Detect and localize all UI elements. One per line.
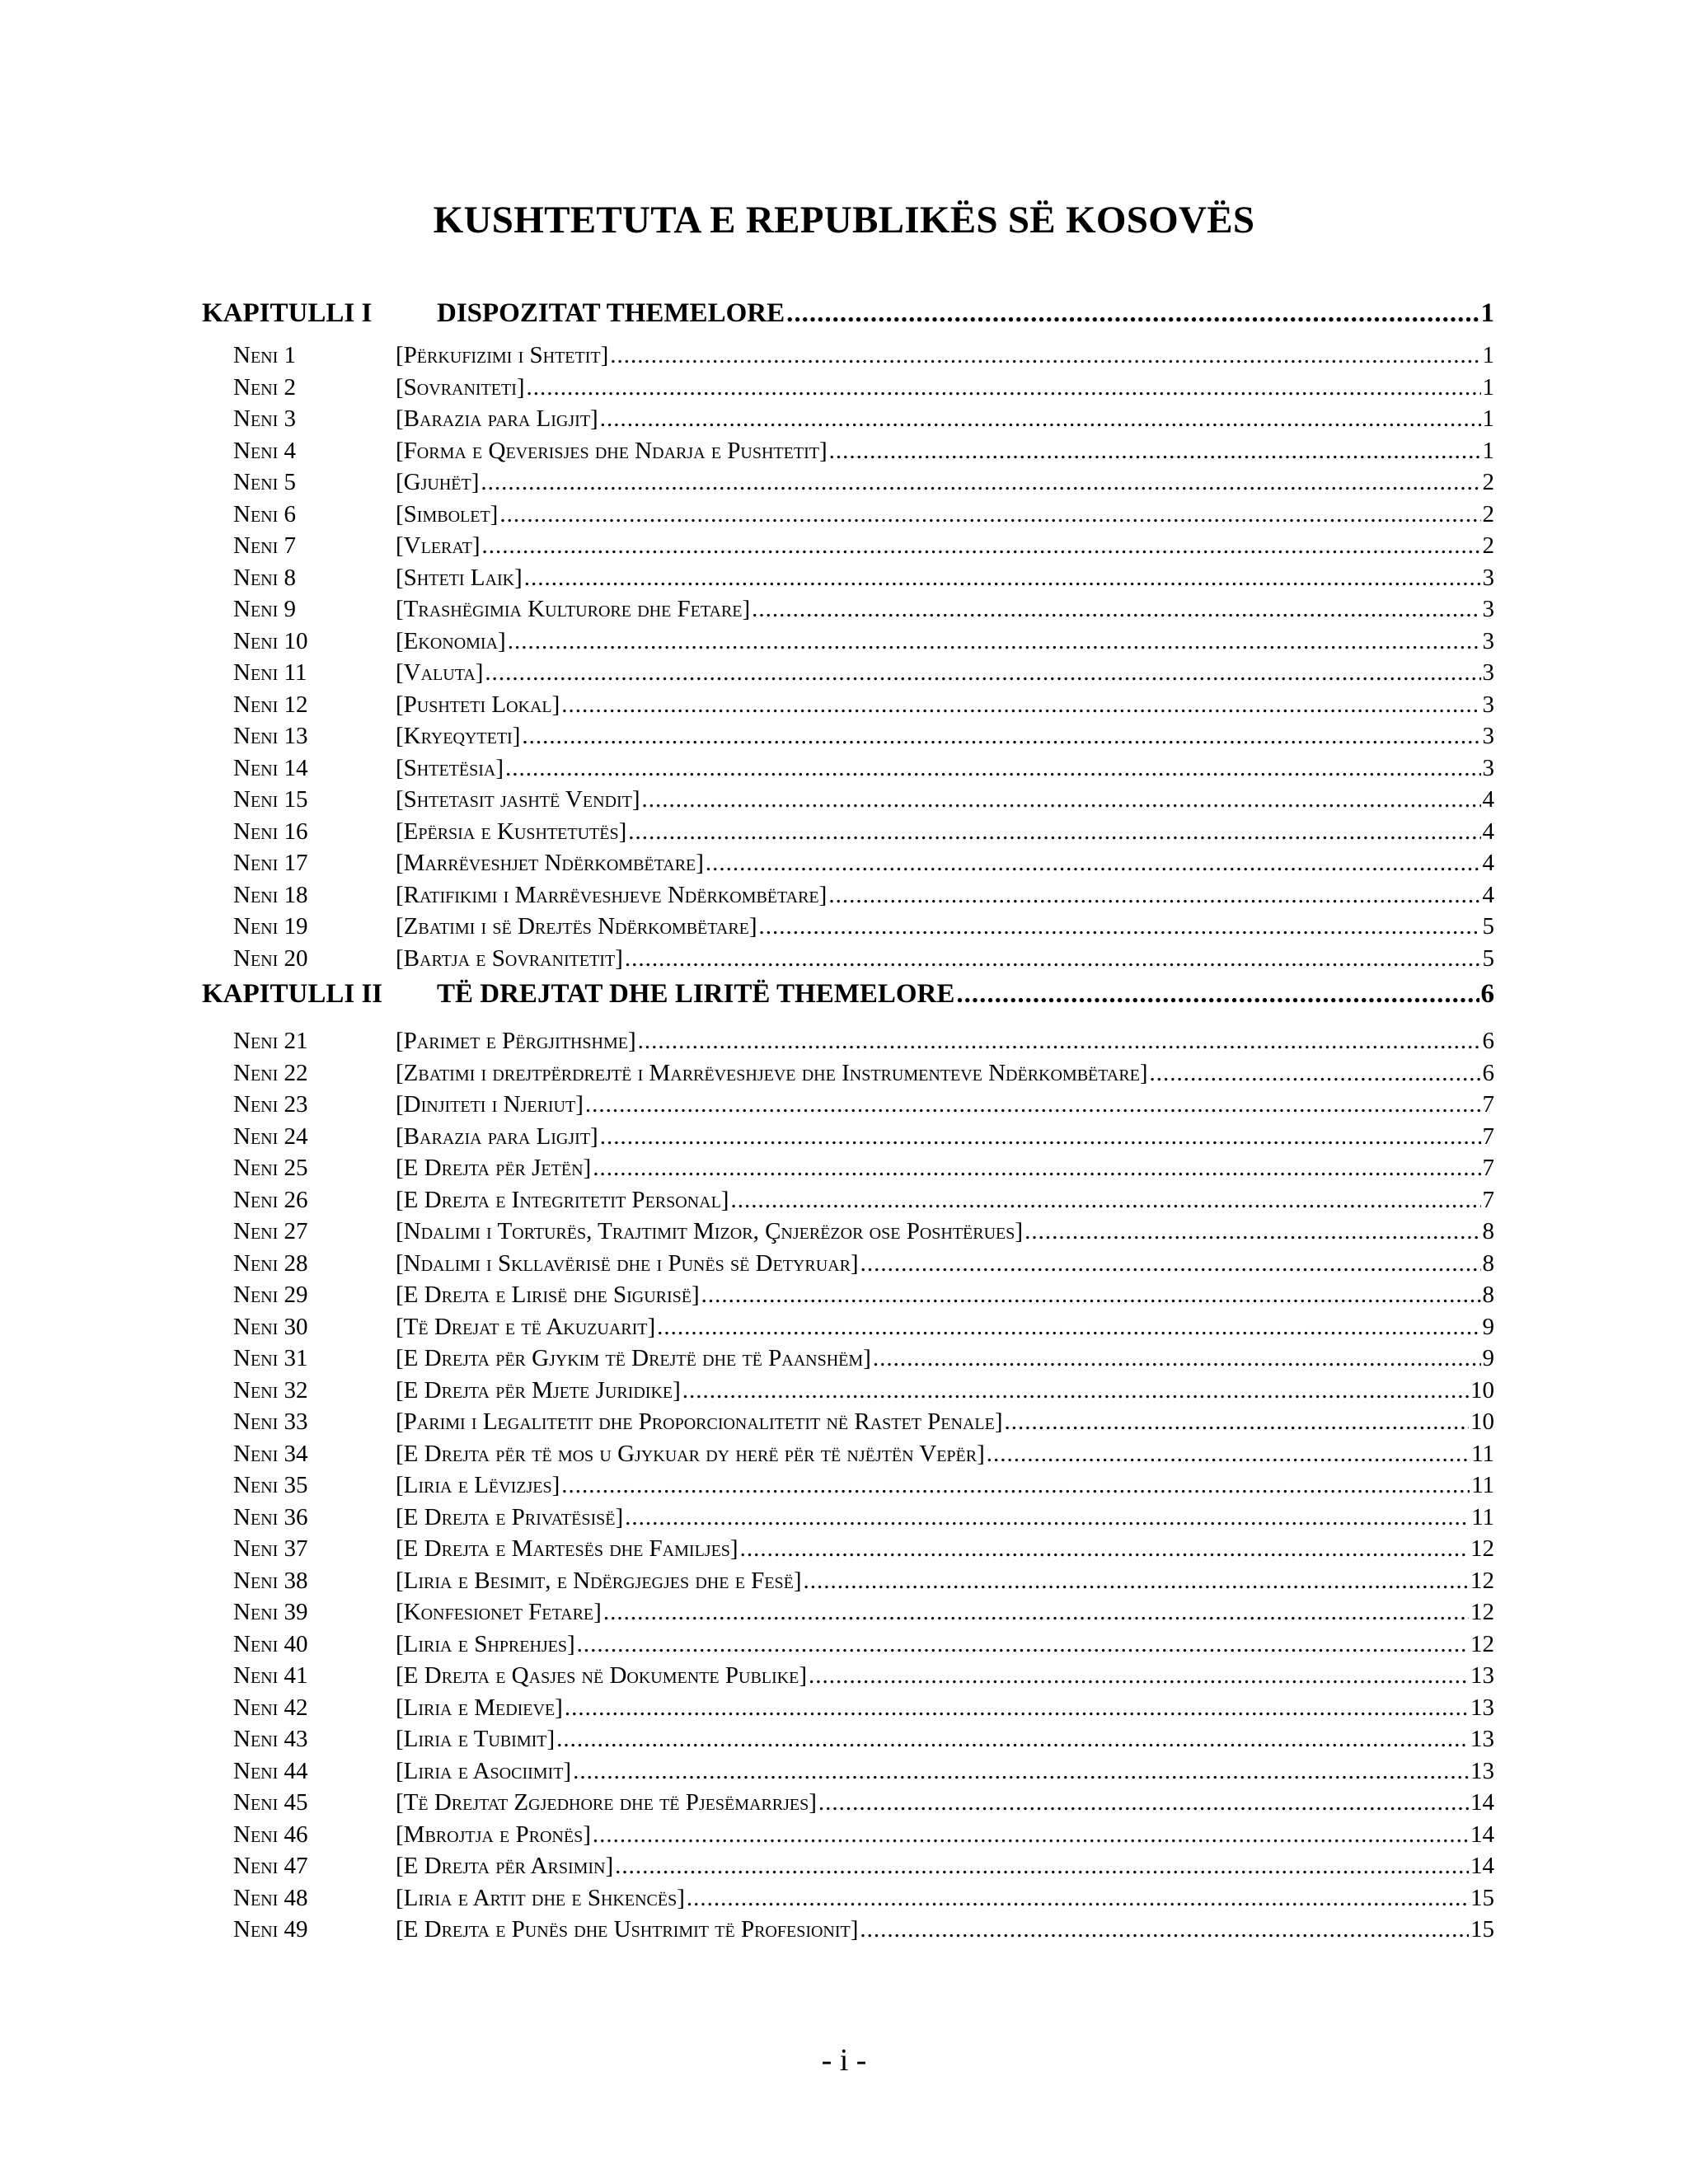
- toc-article-entry[interactable]: [202, 1821, 1494, 1853]
- toc-article-entry[interactable]: [202, 1377, 1494, 1408]
- dot-leader: [625, 1504, 1470, 1531]
- toc-page-number: 3: [1482, 754, 1494, 781]
- toc-page-number: 14: [1470, 1821, 1494, 1848]
- toc-article-entry[interactable]: [202, 882, 1494, 913]
- toc-article-entry[interactable]: [202, 755, 1494, 786]
- toc-page-number: 3: [1482, 596, 1494, 622]
- toc-page-number: 4: [1482, 850, 1494, 876]
- article-title: [Liria e Shprehjes]: [396, 1630, 575, 1657]
- article-title: [Dinjiteti i Njeriut]: [396, 1091, 584, 1118]
- toc-article-entry[interactable]: [202, 850, 1494, 881]
- article-title: [Parimi i Legalitetit dhe Proporcionalitetit në Rastet Penale]: [396, 1408, 1003, 1435]
- dot-leader: [638, 1028, 1481, 1055]
- toc-article-entry[interactable]: [202, 1282, 1494, 1313]
- toc-page-number: 14: [1470, 1853, 1494, 1879]
- chapter-title: DISPOZITAT THEMELORE: [437, 298, 785, 328]
- article-number: Neni 6: [233, 500, 297, 527]
- toc-article-entry[interactable]: [202, 1916, 1494, 1947]
- chapter-number: KAPITULLI I: [202, 298, 373, 328]
- dot-leader: [593, 1821, 1469, 1849]
- toc-page-number: 9: [1482, 1345, 1494, 1371]
- toc-article-entry[interactable]: [202, 1314, 1494, 1345]
- dot-leader: [522, 723, 1480, 750]
- article-title: [E Drejta e Integritetit Personal]: [396, 1186, 729, 1213]
- article-number: Neni 29: [233, 1282, 308, 1308]
- toc-page-number: 9: [1482, 1313, 1494, 1340]
- article-number: Neni 25: [233, 1155, 308, 1181]
- toc-page-number: 13: [1470, 1757, 1494, 1784]
- dot-leader: [600, 405, 1481, 433]
- dot-leader: [585, 1091, 1481, 1118]
- article-title: [Të Drejat e të Akuzuarit]: [396, 1313, 656, 1340]
- toc-article-entry[interactable]: [202, 691, 1494, 723]
- article-number: Neni 20: [233, 944, 308, 972]
- toc-page-number: 7: [1482, 1186, 1494, 1213]
- article-number: Neni 21: [233, 1028, 308, 1054]
- dot-leader: [657, 1314, 1480, 1341]
- toc-page-number: 3: [1482, 659, 1494, 686]
- dot-leader: [1005, 1408, 1469, 1436]
- toc-page-number: 13: [1470, 1662, 1494, 1689]
- article-title: [Kryeqyteti]: [396, 723, 521, 749]
- toc-article-entry[interactable]: [202, 628, 1494, 659]
- toc-article-entry[interactable]: [202, 1568, 1494, 1599]
- toc-page-number: 8: [1482, 1282, 1494, 1308]
- toc-page-number: 12: [1470, 1630, 1494, 1657]
- article-number: Neni 2: [233, 373, 297, 401]
- article-number: Neni 48: [233, 1884, 308, 1911]
- article-number: Neni 7: [233, 532, 297, 559]
- toc-article-entry[interactable]: [202, 438, 1494, 469]
- toc-page-number: 3: [1482, 691, 1494, 718]
- article-title: [Parimet e Përgjithshme]: [396, 1028, 636, 1054]
- article-title: [Mbrojtja e Pronës]: [396, 1821, 591, 1848]
- toc-article-entry[interactable]: [202, 1853, 1494, 1884]
- article-title: [Liria e Besimit, e Ndërgjegjes dhe e Fesë]: [396, 1567, 802, 1594]
- article-number: Neni 35: [233, 1472, 308, 1498]
- toc-page-number: 15: [1470, 1916, 1494, 1943]
- dot-leader: [577, 1631, 1469, 1658]
- article-number: Neni 39: [233, 1599, 308, 1625]
- dot-leader: [828, 882, 1480, 909]
- toc-article-entry[interactable]: [202, 596, 1494, 627]
- toc-article-entry[interactable]: [202, 1726, 1494, 1757]
- page-title: KUSHTETUTA E REPUBLIKËS SË KOSOVËS: [433, 199, 1255, 241]
- article-number: Neni 45: [233, 1789, 308, 1816]
- article-number: Neni 33: [233, 1408, 308, 1435]
- toc-page-number: 6: [1480, 979, 1494, 1009]
- dot-leader: [499, 501, 1480, 528]
- article-number: Neni 47: [233, 1853, 308, 1879]
- dot-leader: [701, 1282, 1481, 1309]
- toc-page-number: 1: [1480, 298, 1494, 328]
- toc-article-entry[interactable]: [202, 1218, 1494, 1249]
- dot-leader: [752, 596, 1480, 623]
- article-title: [Marrëveshjet Ndërkombëtare]: [396, 850, 704, 876]
- article-number: Neni 38: [233, 1567, 308, 1594]
- toc-page-number: 10: [1470, 1376, 1494, 1404]
- toc-page-number: 7: [1482, 1155, 1494, 1181]
- dot-leader: [573, 1758, 1469, 1785]
- toc-page-number: 13: [1470, 1726, 1494, 1752]
- toc-article-entry[interactable]: [202, 532, 1494, 564]
- toc-page-number: 12: [1470, 1535, 1494, 1562]
- article-title: [E Drejta e Privatësisë]: [396, 1503, 624, 1530]
- toc-article-entry[interactable]: [202, 1535, 1494, 1567]
- article-title: [Shtetasit jashtë Vendit]: [396, 786, 640, 813]
- article-number: Neni 16: [233, 818, 308, 845]
- toc-article-entry[interactable]: [202, 1789, 1494, 1821]
- article-number: Neni 3: [233, 405, 297, 432]
- toc-page-number: 13: [1470, 1694, 1494, 1721]
- dot-leader: [610, 342, 1480, 369]
- dot-leader: [556, 1726, 1469, 1753]
- toc-article-entry[interactable]: [202, 1599, 1494, 1630]
- dot-leader: [818, 1789, 1469, 1816]
- article-title: [Forma e Qeverisjes dhe Ndarja e Pushtetit]: [396, 437, 828, 464]
- toc-article-entry[interactable]: [202, 1345, 1494, 1376]
- toc-page-number: 6: [1482, 1028, 1494, 1054]
- toc-page-number: 3: [1482, 627, 1494, 654]
- toc-article-entry[interactable]: [202, 786, 1494, 818]
- article-number: Neni 49: [233, 1916, 308, 1943]
- toc-article-entry[interactable]: [202, 913, 1494, 944]
- toc-page-number: 2: [1482, 469, 1494, 495]
- toc-article-entry[interactable]: [202, 1441, 1494, 1472]
- toc-page-number: 14: [1470, 1789, 1494, 1816]
- toc-article-entry[interactable]: [202, 405, 1494, 437]
- toc-article-entry[interactable]: [202, 374, 1494, 405]
- toc-article-entry[interactable]: [202, 501, 1494, 532]
- article-number: Neni 11: [233, 659, 307, 686]
- toc-article-entry[interactable]: [202, 1028, 1494, 1059]
- article-number: Neni 27: [233, 1218, 308, 1244]
- article-title: [E Drejta e Martesës dhe Familjes]: [396, 1535, 738, 1562]
- article-number: Neni 30: [233, 1313, 308, 1340]
- article-title: [Konfesionet Fetare]: [396, 1599, 602, 1625]
- article-number: Neni 44: [233, 1757, 308, 1784]
- article-title: [Shteti Laik]: [396, 564, 523, 591]
- toc-page-number: 1: [1482, 342, 1494, 368]
- dot-leader: [987, 1441, 1470, 1468]
- dot-leader: [505, 755, 1481, 782]
- article-title: [Zbatimi i së Drejtës Ndërkombëtare]: [396, 913, 757, 940]
- dot-leader: [481, 469, 1480, 496]
- article-title: [E Drejta e Punës dhe Ushtrimit të Profesionit]: [396, 1916, 859, 1943]
- article-title: [E Drejta për Jetën]: [396, 1155, 592, 1181]
- dot-leader: [682, 1377, 1469, 1404]
- toc-article-entry[interactable]: [202, 945, 1494, 977]
- page-number: - i -: [821, 2043, 867, 2078]
- toc-article-entry[interactable]: [202, 1155, 1494, 1186]
- article-number: Neni 4: [233, 437, 297, 464]
- toc-article-entry[interactable]: [202, 1758, 1494, 1789]
- toc-article-entry[interactable]: [202, 565, 1494, 596]
- article-number: Neni 42: [233, 1694, 308, 1721]
- article-number: Neni 14: [233, 754, 308, 781]
- toc-page-number: 5: [1482, 944, 1494, 972]
- dot-leader: [625, 945, 1481, 972]
- article-number: Neni 22: [233, 1059, 308, 1086]
- article-title: [Barazia para Ligjit]: [396, 405, 598, 432]
- toc-article-entry[interactable]: [202, 659, 1494, 691]
- toc-page-number: 3: [1482, 564, 1494, 591]
- article-title: [Trashëgimia Kulturore dhe Fetare]: [396, 596, 751, 622]
- toc-article-entry[interactable]: [202, 1187, 1494, 1218]
- article-number: Neni 10: [233, 627, 308, 654]
- article-title: [E Drejta e Lirisë dhe Sigurisë]: [396, 1282, 700, 1308]
- article-title: [Pushteti Lokal]: [396, 691, 560, 718]
- article-title: [E Drejta për Arsimin]: [396, 1853, 614, 1879]
- chapter-title: TË DREJTAT DHE LIRITË THEMELORE: [437, 979, 955, 1009]
- toc-chapter-entry[interactable]: [202, 298, 1494, 335]
- article-title: [E Drejta e Qasjes në Dokumente Publike]: [396, 1662, 807, 1689]
- toc-article-entry[interactable]: [202, 1250, 1494, 1282]
- toc-page-number: 11: [1471, 1440, 1494, 1467]
- dot-leader: [481, 532, 1480, 560]
- toc-page-number: 4: [1482, 881, 1494, 908]
- dot-leader: [628, 818, 1480, 846]
- toc-page-number: 4: [1482, 818, 1494, 845]
- toc-chapter-entry[interactable]: [202, 979, 1494, 1015]
- dot-leader: [485, 659, 1480, 687]
- article-title: [Ratifikimi i Marrëveshjeve Ndërkombëtare]: [396, 881, 828, 908]
- toc-article-entry[interactable]: [202, 723, 1494, 754]
- toc-article-entry[interactable]: [202, 1060, 1494, 1091]
- article-number: Neni 8: [233, 564, 297, 591]
- dot-leader: [786, 298, 1479, 329]
- toc-article-entry[interactable]: [202, 469, 1494, 500]
- dot-leader: [730, 1187, 1480, 1214]
- article-number: Neni 12: [233, 691, 308, 718]
- article-number: Neni 1: [233, 342, 297, 368]
- dot-leader: [1025, 1218, 1480, 1245]
- dot-leader: [706, 850, 1481, 877]
- article-number: Neni 34: [233, 1440, 308, 1467]
- article-title: [Ekonomia]: [396, 627, 506, 654]
- toc-page-number: 8: [1482, 1249, 1494, 1277]
- article-title: [Vlerat]: [396, 532, 481, 559]
- toc-page-number: 7: [1482, 1122, 1494, 1150]
- dot-leader: [642, 786, 1481, 813]
- article-number: Neni 46: [233, 1821, 308, 1848]
- article-title: [Ndalimi i Skllavërisë dhe i Punës së Detyruar]: [396, 1249, 859, 1277]
- dot-leader: [527, 374, 1481, 401]
- toc-page-number: 1: [1482, 437, 1494, 464]
- article-number: Neni 17: [233, 850, 308, 876]
- article-number: Neni 13: [233, 723, 308, 749]
- toc-page-number: 4: [1482, 786, 1494, 813]
- article-title: [Valuta]: [396, 659, 484, 686]
- article-title: [Përkufizimi i Shtetit]: [396, 342, 609, 368]
- dot-leader: [561, 691, 1480, 719]
- article-title: [Bartja e Sovranitetit]: [396, 944, 623, 972]
- article-title: [Të Drejtat Zgjedhore dhe të Pjesëmarrjes]: [396, 1789, 817, 1816]
- toc-article-entry[interactable]: [202, 1694, 1494, 1726]
- dot-leader: [603, 1599, 1469, 1626]
- toc-article-entry[interactable]: [202, 342, 1494, 373]
- article-title: [Ndalimi i Torturës, Trajtimit Mizor, Çnjerëzor ose Poshtërues]: [396, 1218, 1024, 1244]
- article-number: Neni 24: [233, 1122, 308, 1150]
- article-number: Neni 37: [233, 1535, 308, 1562]
- article-number: Neni 5: [233, 469, 297, 495]
- toc-page-number: 2: [1482, 532, 1494, 559]
- toc-article-entry[interactable]: [202, 1662, 1494, 1694]
- toc-page-number: 1: [1482, 373, 1494, 401]
- dot-leader: [524, 565, 1481, 592]
- toc-page-number: 12: [1470, 1599, 1494, 1625]
- toc-article-entry[interactable]: [202, 818, 1494, 850]
- toc-article-entry[interactable]: [202, 1504, 1494, 1535]
- dot-leader: [740, 1535, 1469, 1563]
- toc-page-number: 1: [1482, 405, 1494, 432]
- article-number: Neni 26: [233, 1186, 308, 1213]
- dot-leader: [804, 1568, 1469, 1595]
- article-number: Neni 15: [233, 786, 308, 813]
- dot-leader: [508, 628, 1481, 655]
- article-title: [E Drejta për Gjykim të Drejtë dhe të Paanshëm]: [396, 1345, 871, 1371]
- dot-leader: [615, 1853, 1469, 1880]
- article-number: Neni 31: [233, 1345, 308, 1371]
- article-title: [Zbatimi i drejtpërdrejtë i Marrëveshjeve dhe Instrumenteve Ndërkombëtare]: [396, 1059, 1148, 1086]
- dot-leader: [759, 913, 1481, 940]
- toc-page-number: 2: [1482, 500, 1494, 527]
- dot-leader: [600, 1123, 1481, 1151]
- toc-page-number: 8: [1482, 1218, 1494, 1244]
- dot-leader: [860, 1916, 1469, 1943]
- dot-leader: [687, 1885, 1469, 1912]
- article-number: Neni 23: [233, 1091, 308, 1118]
- dot-leader: [565, 1694, 1469, 1722]
- article-number: Neni 36: [233, 1503, 308, 1530]
- toc-page-number: 5: [1482, 913, 1494, 940]
- toc-article-entry[interactable]: [202, 1091, 1494, 1122]
- article-title: [Sovraniteti]: [396, 373, 525, 401]
- article-number: Neni 18: [233, 881, 308, 908]
- chapter-number: KAPITULLI II: [202, 979, 383, 1009]
- toc-article-entry[interactable]: [202, 1631, 1494, 1662]
- toc-page-number: 11: [1471, 1503, 1494, 1530]
- dot-leader: [860, 1250, 1481, 1277]
- dot-leader: [1150, 1060, 1481, 1087]
- article-number: Neni 19: [233, 913, 308, 940]
- dot-leader: [829, 438, 1481, 465]
- toc-article-entry[interactable]: [202, 1472, 1494, 1503]
- article-title: [Barazia para Ligjit]: [396, 1122, 598, 1150]
- article-title: [E Drejta për të mos u Gjykuar dy herë për të njëjtën Vepër]: [396, 1440, 985, 1467]
- article-title: [Gjuhët]: [396, 469, 480, 495]
- article-title: [Shtetësia]: [396, 754, 504, 781]
- article-title: [Liria e Medieve]: [396, 1694, 563, 1721]
- article-number: Neni 9: [233, 596, 297, 622]
- toc-page-number: 6: [1482, 1059, 1494, 1086]
- dot-leader: [873, 1345, 1481, 1372]
- article-number: Neni 28: [233, 1249, 308, 1277]
- toc-page-number: 10: [1470, 1408, 1494, 1435]
- article-number: Neni 40: [233, 1630, 308, 1657]
- toc-page-number: 12: [1470, 1567, 1494, 1594]
- dot-leader: [809, 1662, 1469, 1690]
- toc-page-number: 7: [1482, 1091, 1494, 1118]
- article-title: [Simbolet]: [396, 500, 499, 527]
- article-title: [Epërsia e Kushtetutës]: [396, 818, 627, 845]
- article-number: Neni 32: [233, 1376, 308, 1404]
- article-title: [Liria e Tubimit]: [396, 1726, 556, 1752]
- article-number: Neni 41: [233, 1662, 308, 1689]
- article-title: [Liria e Asociimit]: [396, 1757, 572, 1784]
- toc-article-entry[interactable]: [202, 1123, 1494, 1155]
- article-title: [Liria e Lëvizjes]: [396, 1472, 560, 1498]
- dot-leader: [561, 1472, 1470, 1499]
- toc-article-entry[interactable]: [202, 1408, 1494, 1440]
- toc-page-number: 11: [1471, 1472, 1494, 1498]
- toc-article-entry[interactable]: [202, 1885, 1494, 1916]
- article-title: [E Drejta për Mjete Juridike]: [396, 1376, 681, 1404]
- toc-page-number: 3: [1482, 723, 1494, 749]
- article-title: [Liria e Artit dhe e Shkencës]: [396, 1884, 685, 1911]
- article-number: Neni 43: [233, 1726, 308, 1752]
- dot-leader: [593, 1155, 1480, 1182]
- toc-page-number: 15: [1470, 1884, 1494, 1911]
- dot-leader: [956, 979, 1479, 1010]
